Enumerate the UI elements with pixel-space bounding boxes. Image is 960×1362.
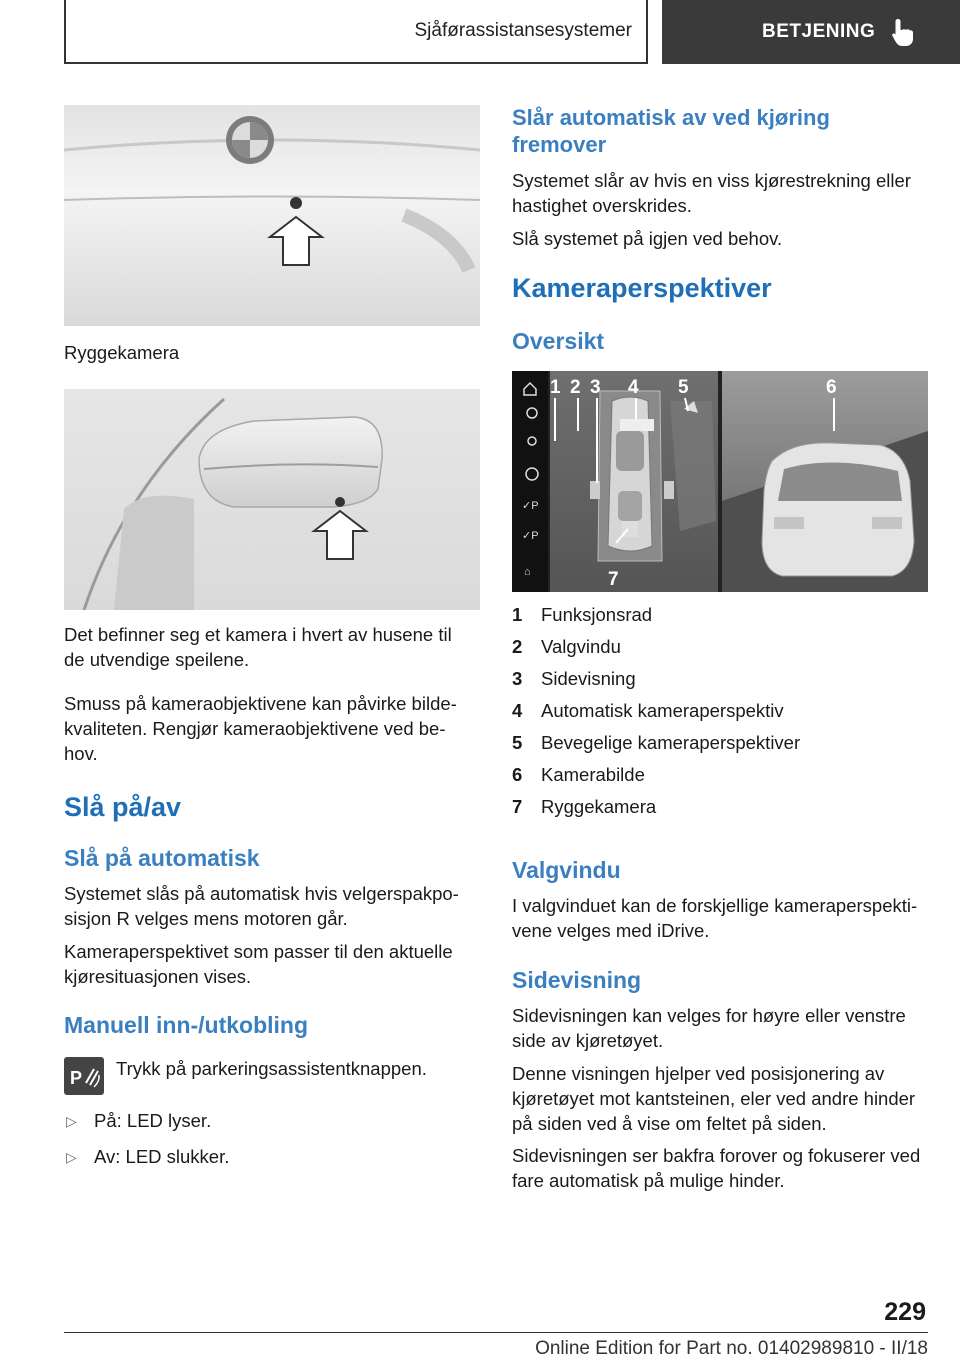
legend-number: 3	[512, 668, 523, 689]
legend-item	[512, 604, 928, 636]
bullet-item-off	[64, 1146, 474, 1182]
legend-item	[512, 732, 928, 764]
footer-edition: Online Edition for Part no. 01402989810 - II/18	[535, 1338, 928, 1359]
legend-label: Ryggekamera	[541, 796, 657, 817]
caption-rear-camera: Ryggekamera	[64, 342, 180, 363]
callout-7: 7	[608, 569, 619, 590]
legend-item	[512, 700, 928, 732]
legend-number: 7	[512, 796, 523, 817]
para-auto-view: Kameraperspektivet som passer til den aktuelle kjøresituasjonen vises.	[64, 941, 453, 987]
header-section	[64, 0, 648, 64]
legend-number: 1	[512, 604, 523, 625]
legend-item	[512, 796, 928, 828]
bullet-list	[64, 1110, 474, 1182]
legend-number: 5	[512, 732, 523, 753]
triangle-bullet-icon: ▷	[66, 1113, 77, 1129]
header-chapter-title: BETJENING	[762, 21, 876, 42]
callout-6: 6	[826, 377, 837, 398]
footer-divider	[64, 1332, 928, 1333]
legend-item	[512, 668, 928, 700]
heading-manual: Manuell inn-/utkobling	[64, 1012, 309, 1038]
legend-item	[512, 636, 928, 668]
legend-label: Funksjonsrad	[541, 604, 653, 625]
legend-number: 4	[512, 700, 523, 721]
heading-sideview: Sidevisning	[512, 967, 642, 993]
heading-onoff: Slå på/av	[64, 792, 182, 822]
legend-list	[512, 604, 928, 828]
header-section-title: Sjåførassistansesystemer	[414, 20, 632, 41]
heading-overview: Oversikt	[512, 328, 605, 354]
callout-2: 2	[570, 377, 581, 398]
para-mirrors: Det befinner seg et kamera i hvert av husene til de utvendige speilene.	[64, 624, 452, 670]
page-number: 229	[884, 1298, 926, 1326]
heading-auto-off: Slår automatisk av ved kjøring fremover	[512, 105, 830, 157]
mirror-camera-photo	[64, 389, 480, 610]
bullet-item-on	[64, 1110, 474, 1146]
callout-1: 1	[550, 377, 561, 398]
para-dirt: Smuss på kameraobjektivene kan påvirke bilde-kvaliteten. Rengjør kameraobjektivene ved be-hov.	[64, 693, 457, 764]
para-selection: I valgvinduet kan de forskjellige kameraperspekti-vene velges med iDrive.	[512, 895, 918, 941]
legend-label: Bevegelige kameraperspektiver	[541, 732, 801, 753]
para-side1: Sidevisningen kan velges for høyre eller venstre side av kjøretøyet.	[512, 1005, 906, 1051]
para-press: Trykk på parkeringsassistentknappen.	[116, 1058, 427, 1079]
triangle-bullet-icon: ▷	[66, 1149, 77, 1165]
header-chapter	[662, 0, 960, 64]
callout-4: 4	[628, 377, 639, 398]
bullet-text: Av: LED slukker.	[94, 1146, 230, 1167]
legend-item	[512, 764, 928, 796]
hand-pointer-icon	[891, 17, 915, 47]
heading-auto-on: Slå på automatisk	[64, 845, 260, 871]
legend-label: Kamerabilde	[541, 764, 645, 785]
heading-selection: Valgvindu	[512, 857, 621, 883]
svg-text:✓P: ✓P	[522, 500, 539, 512]
legend-label: Automatisk kameraperspektiv	[541, 700, 784, 721]
svg-text:⌂: ⌂	[524, 566, 531, 578]
legend-number: 6	[512, 764, 523, 785]
bullet-text: På: LED lyser.	[94, 1110, 212, 1131]
legend-label: Sidevisning	[541, 668, 636, 689]
para-side2: Denne visningen hjelper ved posisjonering av kjøretøyet mot kantsteinen, eler ved andre hinder på siden ved å vise om feltet på siden.	[512, 1063, 916, 1134]
callout-5: 5	[678, 377, 689, 398]
heading-perspectives: Kameraperspektiver	[512, 273, 772, 303]
para-auto-off: Systemet slår av hvis en viss kjørestrekning eller hastighet overskrides.	[512, 170, 911, 216]
rear-camera-photo	[64, 105, 480, 326]
svg-text:✓P: ✓P	[522, 530, 539, 542]
para-side3: Sidevisningen ser bakfra forover og fokuserer ved fare automatisk på mulige hinder.	[512, 1145, 921, 1191]
parking-assistant-button-icon	[64, 1057, 104, 1095]
camera-screen-image	[512, 371, 928, 592]
legend-number: 2	[512, 636, 523, 657]
para-auto-on: Systemet slås på automatisk hvis velgerspakpo-sisjon R velges mens motoren går.	[64, 883, 459, 929]
callout-3: 3	[590, 377, 601, 398]
svg-text:P: P	[70, 1068, 83, 1088]
legend-label: Valgvindu	[541, 636, 621, 657]
para-on-again: Slå systemet på igjen ved behov.	[512, 228, 783, 249]
